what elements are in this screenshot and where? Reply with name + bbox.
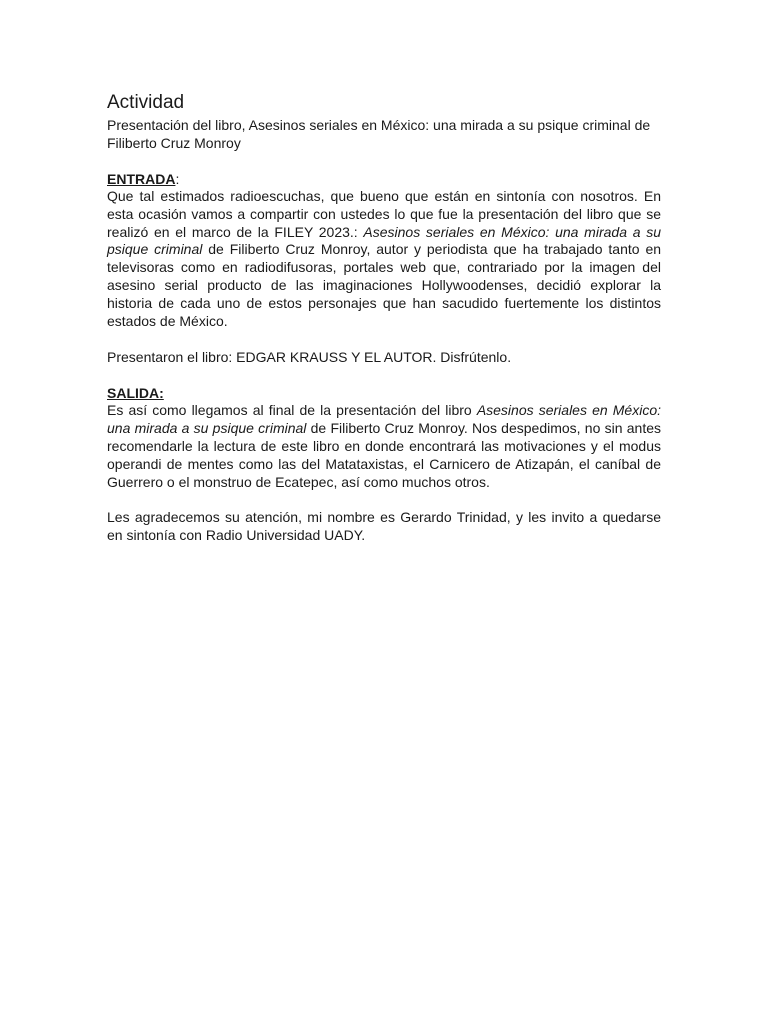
salida-heading [107, 384, 661, 402]
entrada-book-title: Asesinos seriales en México: una mirada a su psique criminal [107, 223, 661, 258]
entrada-text-end: de Filiberto Cruz Monroy, autor y periodista que ha trabajado tanto en televisoras como en radiodifusoras, portales web que, contrariado por la imagen del asesino serial producto de las imaginaciones Hollywoodenses, decidió explorar la historia de cada uno de estos personajes que han sacudido fuertemente los distintos estados de México. [107, 241, 662, 329]
salida-paragraph [107, 402, 661, 491]
entrada-heading [107, 170, 661, 188]
spacer [107, 152, 661, 170]
presenters-line: Presentaron el libro: EDGAR KRAUSS Y EL AUTOR. Disfrútenlo. [107, 349, 512, 366]
spacer [107, 491, 661, 509]
document-title: Actividad [107, 92, 185, 113]
entrada-paragraph [107, 188, 661, 330]
spacer [107, 330, 661, 348]
entrada-heading-colon: : [175, 171, 180, 187]
salida-text-end: de Filiberto Cruz Monroy. Nos despedimos, no sin antes recomendarle la lectura de este libro en donde encontrará las motivaciones y el modus operandi de mentes como las del Matataxistas, el Carnicero de Atizapán, el caníbal de Guerrero o el monstruo de Ecatepec, así como muchos otros. [107, 420, 661, 490]
document-subtitle: Presentación del libro, Asesinos seriales en México: una mirada a su psique criminal de Filiberto Cruz Monroy [107, 117, 651, 151]
salida-heading-text: SALIDA: [107, 385, 164, 402]
closing-paragraph: Les agradecemos su atención, mi nombre es Gerardo Trinidad, y les invito a quedarse en sintonía con Radio Universidad UADY. [107, 509, 661, 544]
entrada-heading-text: ENTRADA [107, 171, 176, 187]
entrada-text-start: Que tal estimados radioescuchas, que bueno que están en sintonía con nosotros. En esta ocasión vamos a compartir con ustedes lo que fue la presentación del libro que se realizó en el marco de la FILEY 2023.: [107, 188, 661, 240]
salida-text-start: Es así como llegamos al final de la presentación del libro [107, 402, 477, 419]
spacer [107, 366, 661, 384]
salida-book-title: Asesinos seriales en México: una mirada a su psique criminal [107, 402, 661, 437]
document-content [107, 92, 661, 545]
